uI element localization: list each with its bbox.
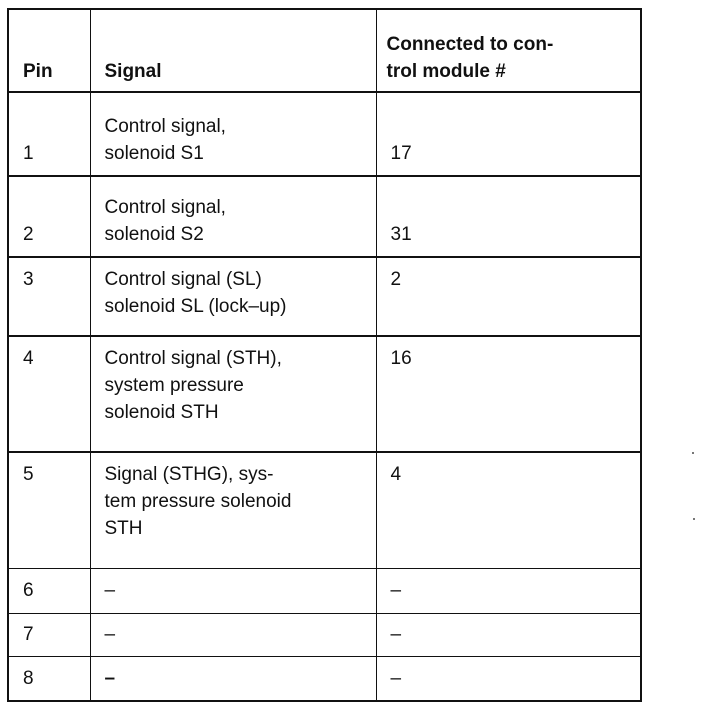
connected-cell: 16	[376, 336, 641, 452]
header-row	[8, 9, 641, 92]
pin-cell: 4	[8, 336, 90, 452]
pin-cell: 6	[8, 568, 90, 613]
table-row	[8, 568, 641, 613]
connected-cell: 4	[376, 452, 641, 568]
signal-cell: Control signal, solenoid S2	[90, 176, 376, 257]
pin-cell: 1	[8, 92, 90, 176]
table-row	[8, 176, 641, 257]
connected-cell: 2	[376, 257, 641, 336]
connected-cell: –	[376, 613, 641, 656]
pin-cell: 2	[8, 176, 90, 257]
header-signal: Signal	[90, 9, 376, 92]
signal-cell: –	[90, 568, 376, 613]
table-row	[8, 656, 641, 701]
signal-cell: –	[90, 613, 376, 656]
signal-cell: Control signal, solenoid S1	[90, 92, 376, 176]
signal-cell: Signal (STHG), sys- tem pressure solenoid STH	[90, 452, 376, 568]
header-connected: Connected to con- trol module #	[376, 9, 641, 92]
connected-cell: 17	[376, 92, 641, 176]
pin-assignment-table	[7, 8, 642, 702]
connected-cell: 31	[376, 176, 641, 257]
signal-cell: –	[90, 656, 376, 701]
connected-cell: –	[376, 656, 641, 701]
scan-speck	[693, 518, 695, 520]
table-row	[8, 336, 641, 452]
signal-cell: Control signal (SL) solenoid SL (lock–up)	[90, 257, 376, 336]
table-row	[8, 257, 641, 336]
scan-speck	[692, 452, 694, 454]
table-row	[8, 613, 641, 656]
pin-cell: 5	[8, 452, 90, 568]
pin-cell: 3	[8, 257, 90, 336]
connected-cell: –	[376, 568, 641, 613]
pin-cell: 8	[8, 656, 90, 701]
header-pin: Pin	[8, 9, 90, 92]
table-row	[8, 92, 641, 176]
table-row	[8, 452, 641, 568]
pin-cell: 7	[8, 613, 90, 656]
signal-cell: Control signal (STH), system pressure solenoid STH	[90, 336, 376, 452]
